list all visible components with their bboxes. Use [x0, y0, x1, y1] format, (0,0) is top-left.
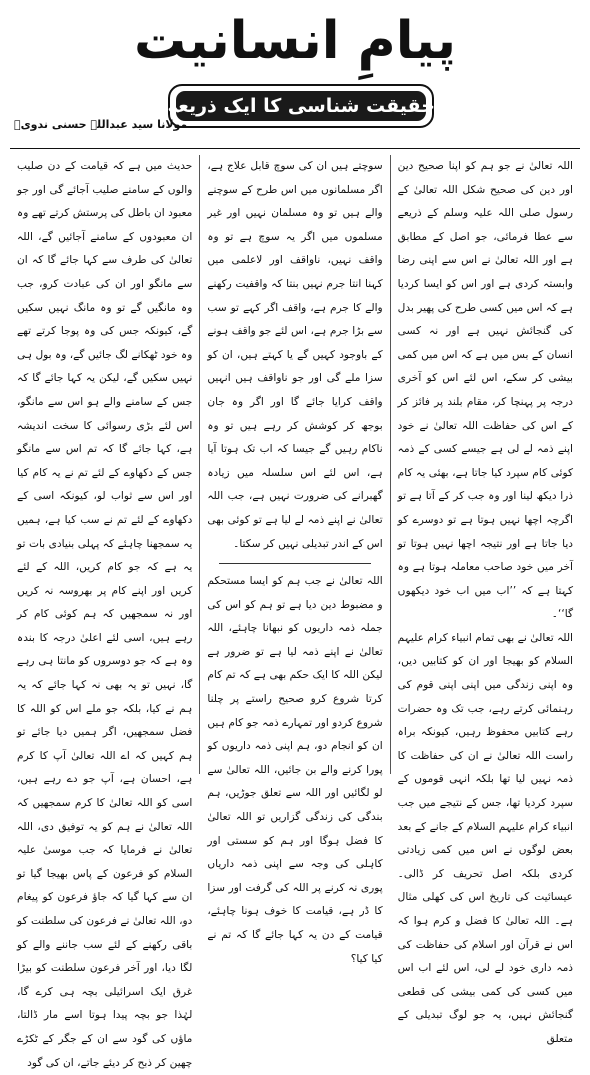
column-2	[200, 155, 390, 965]
author-byline: مولانا سید عبداللہ حسنی ندویؒ	[14, 118, 188, 131]
header-rule	[10, 148, 580, 149]
article-body	[10, 155, 580, 1069]
subtitle-text: حقیقت شناسی کا ایک ذریعہ	[167, 95, 435, 117]
masthead-title: پیامِ انسانیت	[133, 11, 457, 71]
column-1-paragraph-2: اللہ تعالیٰ نے بھی تمام انبیاء کرام علیہم السلام کو بھیجا اور ان کو کتابیں دیں، وہ اپنی زندگی میں اپنی اپنی قوم کی رہنمائی کرتے رہے، جب تک وہ حضرات رہے کتابیں محفوظ رہیں، کیونکہ براہ راست اللہ تعالیٰ نے ان کی حفاظت کا ذمہ نہیں لیا تھا بلکہ انہی قوموں کے سپرد کردیا تھا، جس کے نتیجے میں جب انبیاء کرام علیہم السلام کے جانے کے بعد بعض لوگوں نے اس میں کمی زیادتی کردی بلکہ اصل تحریف کر ڈالی۔ عیسائیت کی تاریخ اس کی کھلی مثال ہے۔ اللہ تعالیٰ کا فضل و کرم ہوا کہ اس نے قرآن اور اسلام کی حفاظت کی ذمہ داری خود لے لی، اس لئے اب اس میں کسی کی کمی بیشی کی قطعی گنجائش نہیں، یہ جو لوگ تبدیلی کے متعلق	[397, 631, 573, 1045]
column-1	[391, 155, 580, 1045]
column-2-divider	[219, 563, 370, 564]
subtitle-banner-fill	[167, 91, 435, 121]
column-2-paragraph-2: اللہ تعالیٰ نے جب ہم کو ایسا مستحکم و مضبوط دین دیا ہے تو ہم کو اس کی جملہ ذمہ داریوں کو نبھانا چاہئے، اللہ تعالیٰ نے اپنے ذمہ لیا ہے تو ضرور ہے لیکن اللہ کا ایک حکم بھی ہے کہ تم کام کرتا شروع کرو صحیح راستے پر چلنا شروع کردو اور تمہارے ذمہ جو کام ہیں ان کو انجام دو، ہم اپنی ذمہ داریوں کو پورا کرنے والے بن جائیں، اللہ تعالیٰ سے لو لگائیں اور اللہ سے تعلق جوڑیں، ہم بندگی کی زندگی گزاریں تو اللہ تعالیٰ کا فضل ہوگا اور ہم کو سستی اور کاہلی کی وجہ سے اپنی ذمہ داریاں پوری نہ کرنے پر اللہ کی گرفت اور سزا کا ڈر ہے، قیامت کا خوف ہونا چاہئے، قیامت کے دن یہ کہا جائے گا کہ تم نے کیا کیا؟	[207, 575, 383, 965]
column-2-paragraph-1: سوچتے ہیں ان کی سوچ قابل علاج ہے، اگر مسلمانوں میں اس طرح کے سوچنے والے ہیں تو وہ مسلمان نہیں اور غیر مسلموں میں اگر یہ سوچ ہے تو وہ واقف نہیں، ناواقف اور لاعلمی میں کہنا انتا جرم نہیں بنتا کہ واقفیت رکھنے والے کا جرم ہے، واقف اگر کہے تو سب سے بڑا جرم ہے، اس لئے جو واقف ہونے کے باوجود کہیں گے یا کہتے ہیں، ان کو سزا ملے گی اور جو ناواقف ہیں انہیں واقف کرایا جائے گا اور اگر وہ جان بوجھ کر کوشش کر رہے ہیں تو وہ ناکام رہیں گے جیسا کہ اب تک ہوتا آیا ہے، اس لئے اس سلسلہ میں زیادہ گھبرانے کی ضرورت نہیں ہے، جب اللہ تعالیٰ نے اپنے ذمہ لے لیا ہے تو کوئی بھی اس کے اندر تبدیلی نہیں کر سکتا۔	[207, 160, 383, 550]
masthead	[0, 0, 590, 82]
column-3	[10, 155, 200, 1069]
column-3-paragraph-1: حدیث میں ہے کہ قیامت کے دن صلیب والوں کے سامنے صلیب آجائے گی اور جو معبود ان باطل کی پرستش کرتے تھے وہ ان معبودوں کے سامنے آجائیں گے، اللہ تعالیٰ کی طرف سے کہا جائے گا کہ ان سے مانگو اور ان کی عبادت کرو، جب وہ مانگیں گے تو وہ مانگ نہیں سکیں گے، کیونکہ جس کی وہ پوجا کرتے تھے وہ خود ٹھکانے لگ جائیں گے، وہ بول ہی نہیں سکیں گے، لیکن یہ کہا جائے گا کہ جس کے سامنے والے ہو اس سے مانگو، اس لئے بڑی رسوائی کا سخت اندیشہ ہے، کہا جائے گا کہ تم اس سے مانگو جس کے دکھاوے کے لئے تم نے یہ کام کیا اور اس سے ثواب لو، کیونکہ اسی کے دکھاوے کے لئے تم نے سب کیا ہے، ہمیں یہ سمجھنا چاہئے کہ پہلی بنیادی بات تو یہ ہے کہ جو کام کریں، اللہ کے لئے کریں اور اپنے کام پر بھروسہ نہ کریں اور نہ سمجھیں کہ ہم کوئی کام کر رہے ہیں، اسی لئے اعلیٰ درجہ کا بندہ وہ ہے کہ جو دوسروں کو مانتا ہی رہے گا، نہیں تو یہ بھی نہ کہا جائے کہ یہ ہم نے کیا، بلکہ جو ملے اس کو اللہ کا فضل سمجھیں، اگر ہمیں دیا جائے تو ہم کہیں کہ اے اللہ تعالیٰ آپ کا کرم ہے، احسان ہے، آپ جو دے رہے ہیں، اسی کو اللہ تعالیٰ کا کرم سمجھیں کہ اللہ تعالیٰ نے ہم کو یہ توفیق دی، اللہ تعالیٰ نے فرمایا کہ جب موسیٰ علیہ السلام کو فرعون کے پاس بھیجا گیا تو ان سے کہا گیا کہ جاؤ فرعون کو پیغام دو، اللہ تعالیٰ نے فرعون کی سلطنت کو باقی رکھنے کے لئے سب جاننے والے کو لگا دیا، اور آخر فرعون سلطنت کو بیڑا غرق ایک اسرائیلی بچہ ہی کرے گا، لہٰذا جو بچہ پیدا ہوتا اسے مار ڈالتا، ماؤں کی گود سے ان کے جگر کے ٹکڑے چھین کر ذبح کر دیئے جاتے، ان کی گود	[17, 160, 193, 1069]
column-1-paragraph-1: اللہ تعالیٰ نے جو ہم کو اپنا صحیح دین اور دین کی صحیح شکل اللہ تعالیٰ کے رسول صلی اللہ علیہ وسلم کے ذریعے سے عطا فرمائی، جو اصل کے مطابق ہے اور اللہ تعالیٰ نے اس سے اپنی رضا وابستہ کردی ہے اور اس کو ایسا کردیا ہے کہ اس میں کسی طرح کی پھیر بدل کی گنجائش نہیں ہے اور نہ کسی انسان کے بس میں ہے کہ اس میں کمی بیشی کر سکے، اس لئے اس کو آخری درجہ پر پہنچا کر، مقام بلند پر فائز کر کے اس کی حفاظت اللہ تعالیٰ نے خود اپنے ذمہ لے لی ہے جیسے کسی کے ذمہ کوئی کام سپرد کیا جاتا ہے، بھئی یہ کام ذرا دیکھ لینا اور وہ جب کر کے آتا ہے تو اگرچہ اچھا نہیں ہوتا ہے تو دوسرے کو دیا جاتا ہے اور نتیجہ اچھا نہیں ہوتا تو آخر میں خود صاحب معاملہ ہوتا ہے وہ کہتا ہے کہ ’’اب میں اب خود دیکھوں گا‘‘۔	[397, 160, 573, 621]
